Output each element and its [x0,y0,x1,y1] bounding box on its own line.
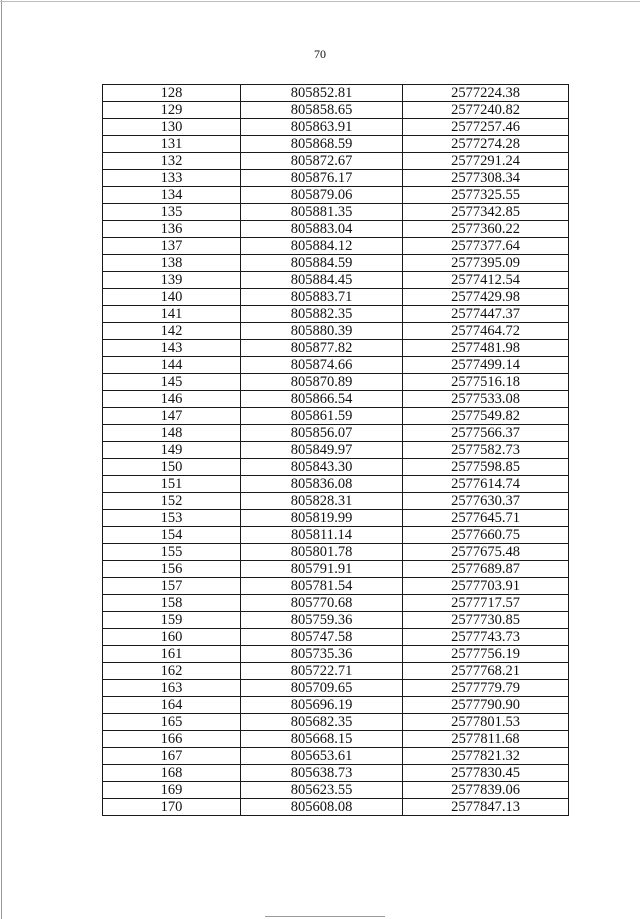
y-coordinate-cell: 2577395.09 [403,255,569,272]
table-row [103,510,569,527]
point-number-cell: 139 [103,272,241,289]
point-number-cell: 156 [103,561,241,578]
x-coordinate-cell: 805870.89 [241,374,403,391]
x-coordinate-cell: 805849.97 [241,442,403,459]
x-coordinate-cell: 805879.06 [241,187,403,204]
x-coordinate-cell: 805638.73 [241,765,403,782]
point-number-cell: 160 [103,629,241,646]
y-coordinate-cell: 2577821.32 [403,748,569,765]
point-number-cell: 153 [103,510,241,527]
y-coordinate-cell: 2577447.37 [403,306,569,323]
table-row [103,731,569,748]
table-row [103,136,569,153]
point-number-cell: 133 [103,170,241,187]
table-row [103,408,569,425]
y-coordinate-cell: 2577342.85 [403,204,569,221]
point-number-cell: 158 [103,595,241,612]
x-coordinate-cell: 805874.66 [241,357,403,374]
y-coordinate-cell: 2577257.46 [403,119,569,136]
page-edge-left [1,0,2,919]
y-coordinate-cell: 2577743.73 [403,629,569,646]
table-row [103,527,569,544]
point-number-cell: 131 [103,136,241,153]
y-coordinate-cell: 2577811.68 [403,731,569,748]
point-number-cell: 134 [103,187,241,204]
point-number-cell: 147 [103,408,241,425]
table-row [103,204,569,221]
page-number: 70 [314,47,326,61]
y-coordinate-cell: 2577847.13 [403,799,569,816]
y-coordinate-cell: 2577645.71 [403,510,569,527]
y-coordinate-cell: 2577614.74 [403,476,569,493]
table-row [103,612,569,629]
table-row [103,119,569,136]
x-coordinate-cell: 805608.08 [241,799,403,816]
point-number-cell: 165 [103,714,241,731]
point-number-cell: 161 [103,646,241,663]
table-row [103,391,569,408]
y-coordinate-cell: 2577630.37 [403,493,569,510]
y-coordinate-cell: 2577730.85 [403,612,569,629]
x-coordinate-cell: 805881.35 [241,204,403,221]
x-coordinate-cell: 805843.30 [241,459,403,476]
point-number-cell: 168 [103,765,241,782]
table-row [103,187,569,204]
y-coordinate-cell: 2577274.28 [403,136,569,153]
table-row [103,357,569,374]
x-coordinate-cell: 805882.35 [241,306,403,323]
x-coordinate-cell: 805863.91 [241,119,403,136]
y-coordinate-cell: 2577240.82 [403,102,569,119]
table-row [103,153,569,170]
y-coordinate-cell: 2577412.54 [403,272,569,289]
x-coordinate-cell: 805623.55 [241,782,403,799]
table-row [103,714,569,731]
y-coordinate-cell: 2577308.34 [403,170,569,187]
point-number-cell: 154 [103,527,241,544]
table-row [103,595,569,612]
y-coordinate-cell: 2577325.55 [403,187,569,204]
y-coordinate-cell: 2577790.90 [403,697,569,714]
table-row [103,323,569,340]
table-row [103,561,569,578]
table-row [103,493,569,510]
x-coordinate-cell: 805735.36 [241,646,403,663]
table-row [103,102,569,119]
point-number-cell: 149 [103,442,241,459]
x-coordinate-cell: 805883.71 [241,289,403,306]
point-number-cell: 151 [103,476,241,493]
y-coordinate-cell: 2577377.64 [403,238,569,255]
y-coordinate-cell: 2577598.85 [403,459,569,476]
x-coordinate-cell: 805877.82 [241,340,403,357]
point-number-cell: 155 [103,544,241,561]
table-row [103,782,569,799]
point-number-cell: 135 [103,204,241,221]
x-coordinate-cell: 805884.59 [241,255,403,272]
x-coordinate-cell: 805791.91 [241,561,403,578]
x-coordinate-cell: 805709.65 [241,680,403,697]
point-number-cell: 130 [103,119,241,136]
table-row [103,663,569,680]
point-number-cell: 146 [103,391,241,408]
x-coordinate-cell: 805861.59 [241,408,403,425]
table-row [103,306,569,323]
point-number-cell: 163 [103,680,241,697]
table-row [103,459,569,476]
point-number-cell: 167 [103,748,241,765]
table-row [103,799,569,816]
y-coordinate-cell: 2577768.21 [403,663,569,680]
x-coordinate-cell: 805747.58 [241,629,403,646]
x-coordinate-cell: 805858.65 [241,102,403,119]
point-number-cell: 170 [103,799,241,816]
table-row [103,221,569,238]
page-edge-top [0,1,640,2]
point-number-cell: 157 [103,578,241,595]
y-coordinate-cell: 2577429.98 [403,289,569,306]
x-coordinate-cell: 805836.08 [241,476,403,493]
x-coordinate-cell: 805883.04 [241,221,403,238]
point-number-cell: 129 [103,102,241,119]
point-number-cell: 148 [103,425,241,442]
table-row [103,765,569,782]
x-coordinate-cell: 805770.68 [241,595,403,612]
table-row [103,476,569,493]
point-number-cell: 138 [103,255,241,272]
table-row [103,442,569,459]
point-number-cell: 164 [103,697,241,714]
x-coordinate-cell: 805884.12 [241,238,403,255]
coordinates-table-body [103,85,569,816]
x-coordinate-cell: 805819.99 [241,510,403,527]
table-row [103,289,569,306]
point-number-cell: 152 [103,493,241,510]
point-number-cell: 159 [103,612,241,629]
y-coordinate-cell: 2577675.48 [403,544,569,561]
table-row [103,170,569,187]
point-number-cell: 128 [103,85,241,102]
point-number-cell: 141 [103,306,241,323]
table-row [103,340,569,357]
point-number-cell: 150 [103,459,241,476]
coordinates-table [102,84,569,816]
y-coordinate-cell: 2577779.79 [403,680,569,697]
point-number-cell: 137 [103,238,241,255]
x-coordinate-cell: 805653.61 [241,748,403,765]
x-coordinate-cell: 805722.71 [241,663,403,680]
point-number-cell: 132 [103,153,241,170]
y-coordinate-cell: 2577291.24 [403,153,569,170]
point-number-cell: 144 [103,357,241,374]
y-coordinate-cell: 2577566.37 [403,425,569,442]
point-number-cell: 140 [103,289,241,306]
x-coordinate-cell: 805852.81 [241,85,403,102]
table-row [103,255,569,272]
y-coordinate-cell: 2577464.72 [403,323,569,340]
y-coordinate-cell: 2577703.91 [403,578,569,595]
y-coordinate-cell: 2577499.14 [403,357,569,374]
table-row [103,629,569,646]
x-coordinate-cell: 805696.19 [241,697,403,714]
y-coordinate-cell: 2577717.57 [403,595,569,612]
y-coordinate-cell: 2577360.22 [403,221,569,238]
x-coordinate-cell: 805884.45 [241,272,403,289]
y-coordinate-cell: 2577582.73 [403,442,569,459]
point-number-cell: 136 [103,221,241,238]
x-coordinate-cell: 805880.39 [241,323,403,340]
table-row [103,646,569,663]
y-coordinate-cell: 2577549.82 [403,408,569,425]
y-coordinate-cell: 2577830.45 [403,765,569,782]
x-coordinate-cell: 805801.78 [241,544,403,561]
point-number-cell: 169 [103,782,241,799]
point-number-cell: 166 [103,731,241,748]
point-number-cell: 162 [103,663,241,680]
y-coordinate-cell: 2577689.87 [403,561,569,578]
y-coordinate-cell: 2577801.53 [403,714,569,731]
x-coordinate-cell: 805682.35 [241,714,403,731]
x-coordinate-cell: 805876.17 [241,170,403,187]
x-coordinate-cell: 805868.59 [241,136,403,153]
y-coordinate-cell: 2577533.08 [403,391,569,408]
table-row [103,578,569,595]
x-coordinate-cell: 805866.54 [241,391,403,408]
table-row [103,544,569,561]
table-row [103,272,569,289]
y-coordinate-cell: 2577756.19 [403,646,569,663]
table-row [103,697,569,714]
table-row [103,748,569,765]
y-coordinate-cell: 2577516.18 [403,374,569,391]
x-coordinate-cell: 805668.15 [241,731,403,748]
y-coordinate-cell: 2577839.06 [403,782,569,799]
table-row [103,374,569,391]
y-coordinate-cell: 2577660.75 [403,527,569,544]
point-number-cell: 145 [103,374,241,391]
x-coordinate-cell: 805811.14 [241,527,403,544]
point-number-cell: 143 [103,340,241,357]
x-coordinate-cell: 805828.31 [241,493,403,510]
table-row [103,425,569,442]
x-coordinate-cell: 805856.07 [241,425,403,442]
y-coordinate-cell: 2577224.38 [403,85,569,102]
y-coordinate-cell: 2577481.98 [403,340,569,357]
page-edge-bottom [265,916,385,917]
table-row [103,680,569,697]
x-coordinate-cell: 805781.54 [241,578,403,595]
x-coordinate-cell: 805872.67 [241,153,403,170]
point-number-cell: 142 [103,323,241,340]
table-row [103,85,569,102]
table-row [103,238,569,255]
x-coordinate-cell: 805759.36 [241,612,403,629]
